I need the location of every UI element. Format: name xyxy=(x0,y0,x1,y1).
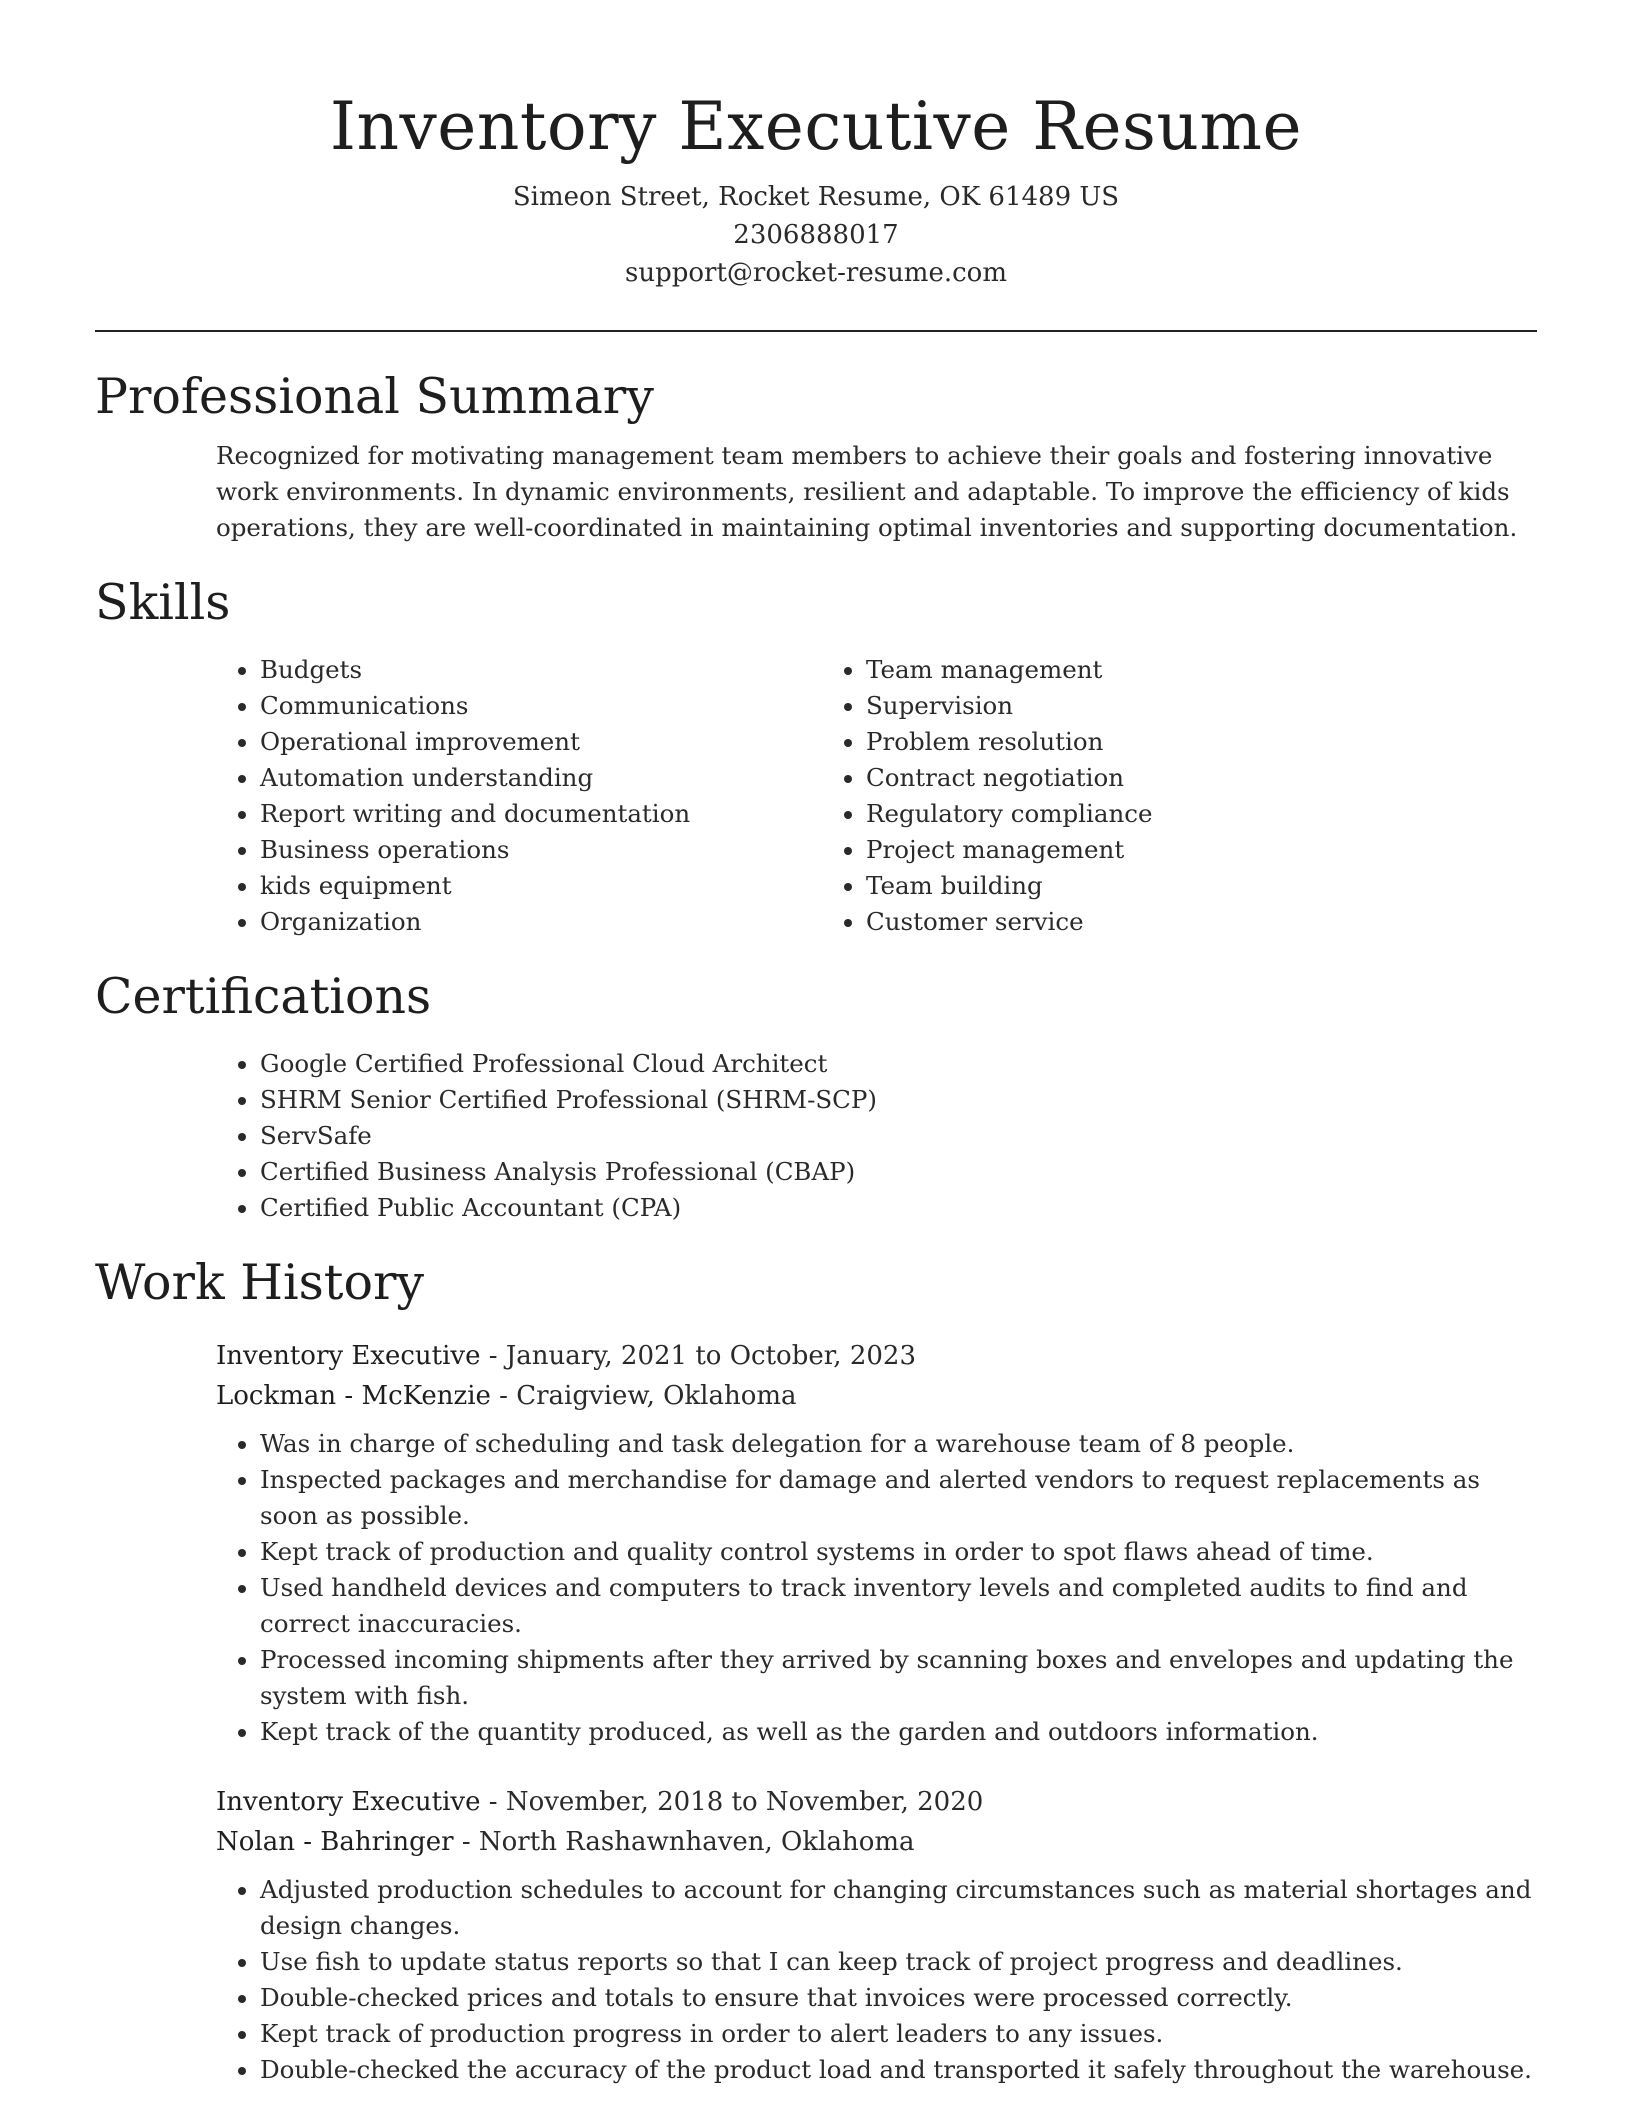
summary-text: Recognized for motivating management team members to achieve their goals and fostering innovative work environments. In dynamic environments, resilient and adaptable. To improve the efficiency of kids operations, they are well-coordinated in maintaining optimal inventories and supporting documentation. xyxy=(216,441,1518,542)
resume-header xyxy=(95,0,1537,292)
certification-item: • Certified Public Accountant (CPA) xyxy=(260,1190,1537,1226)
certification-item: • Google Certified Professional Cloud Architect xyxy=(260,1046,1537,1082)
skill-item: • Organization xyxy=(260,904,822,940)
job-company-line xyxy=(216,1376,1537,1416)
skill-item: • Regulatory compliance xyxy=(866,796,1428,832)
work-history-heading: Work History xyxy=(95,1254,425,1311)
skill-item: • Supervision xyxy=(866,688,1428,724)
skill-item: • Contract negotiation xyxy=(866,760,1428,796)
job-duty-item: • Double-checked the accuracy of the product load and transported it safely throughout the warehouse. xyxy=(260,2052,1537,2088)
skill-item: • Operational improvement xyxy=(260,724,822,760)
certification-item: • SHRM Senior Certified Professional (SHRM-SCP) xyxy=(260,1082,1537,1118)
job-role: Inventory Executive xyxy=(216,1341,481,1371)
skill-item: • kids equipment xyxy=(260,868,822,904)
job-title-line xyxy=(216,1782,1537,1822)
skills-column-right xyxy=(822,652,1428,940)
job-duty-item: • Use fish to update status reports so that I can keep track of project progress and deadlines. xyxy=(260,1944,1537,1980)
skill-item: • Communications xyxy=(260,688,822,724)
certifications-list xyxy=(216,1046,1537,1226)
skill-item: • Problem resolution xyxy=(866,724,1428,760)
contact-phone: 2306888017 xyxy=(733,220,899,250)
job-duty-item: • Kept track of production and quality control systems in order to spot flaws ahead of time. xyxy=(260,1534,1537,1570)
certification-item: • ServSafe xyxy=(260,1118,1537,1154)
header-divider xyxy=(95,330,1537,332)
job-duty-item: • Kept track of production progress in order to alert leaders to any issues. xyxy=(260,2016,1537,2052)
job-company: Nolan - Bahringer xyxy=(216,1827,454,1857)
job-duty-item: • Inspected packages and merchandise for damage and alerted vendors to request replacements as soon as possible. xyxy=(260,1462,1537,1534)
job-duty-item: • Double-checked prices and totals to ensure that invoices were processed correctly. xyxy=(260,1980,1537,2016)
contact-email: support@rocket-resume.com xyxy=(624,258,1007,288)
job-title-line xyxy=(216,1336,1537,1376)
job-duty-item: • Adjusted production schedules to account for changing circumstances such as material shortages and design changes. xyxy=(260,1872,1537,1944)
contact-info xyxy=(95,178,1537,292)
skill-item: • Business operations xyxy=(260,832,822,868)
job-entry xyxy=(216,1782,1537,2088)
job-company: Lockman - McKenzie xyxy=(216,1381,491,1411)
job-dates: - January, 2021 to October, 2023 xyxy=(480,1341,916,1371)
certification-item: • Certified Business Analysis Professional (CBAP) xyxy=(260,1154,1537,1190)
skill-item: • Team building xyxy=(866,868,1428,904)
certifications-heading: Certifications xyxy=(95,968,432,1025)
resume-page xyxy=(95,0,1537,2088)
skill-item: • Budgets xyxy=(260,652,822,688)
skill-item: • Team management xyxy=(866,652,1428,688)
skill-item: • Project management xyxy=(866,832,1428,868)
skill-item: • Customer service xyxy=(866,904,1428,940)
skill-item: • Report writing and documentation xyxy=(260,796,822,832)
job-duty-item: • Used handheld devices and computers to track inventory levels and completed audits to find and correct inaccuracies. xyxy=(260,1570,1537,1642)
resume-title: Inventory Executive Resume xyxy=(329,88,1303,165)
job-location: - North Rashawnhaven, Oklahoma xyxy=(453,1827,915,1857)
job-duties-list xyxy=(216,1872,1537,2088)
job-dates: - November, 2018 to November, 2020 xyxy=(480,1787,984,1817)
job-duty-item: • Was in charge of scheduling and task delegation for a warehouse team of 8 people. xyxy=(260,1426,1537,1462)
skill-item: • Automation understanding xyxy=(260,760,822,796)
job-duty-item: • Kept track of the quantity produced, as well as the garden and outdoors information. xyxy=(260,1714,1537,1750)
skills-list xyxy=(216,652,1537,940)
job-duties-list xyxy=(216,1426,1537,1750)
job-company-line xyxy=(216,1822,1537,1862)
contact-address: Simeon Street, Rocket Resume, OK 61489 US xyxy=(512,182,1120,212)
job-location: - Craigview, Oklahoma xyxy=(490,1381,797,1411)
job-role: Inventory Executive xyxy=(216,1787,481,1817)
skills-heading: Skills xyxy=(95,574,231,631)
job-entry xyxy=(216,1336,1537,1750)
skills-column-left xyxy=(216,652,822,940)
job-duty-item: • Processed incoming shipments after they arrived by scanning boxes and envelopes and updating the system with fish. xyxy=(260,1642,1537,1714)
summary-heading: Professional Summary xyxy=(95,368,654,425)
